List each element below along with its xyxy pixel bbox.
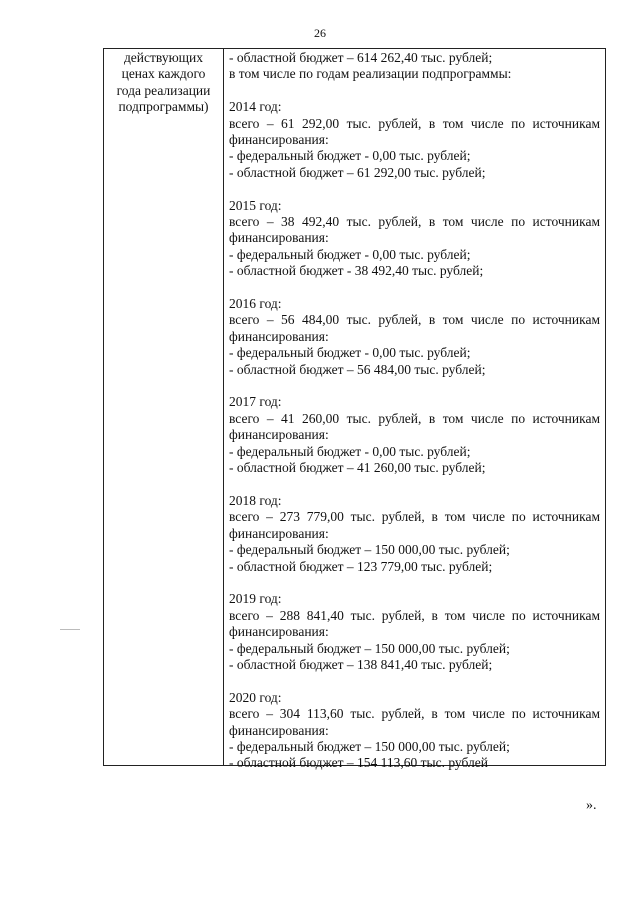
- year-federal: - федеральный бюджет – 150 000,00 тыс. рублей;: [229, 738, 510, 754]
- year-financing-label: финансирования:: [229, 722, 329, 738]
- year-heading: 2014 год:: [229, 99, 282, 115]
- year-regional: - областной бюджет – 138 841,40 тыс. рублей;: [229, 656, 493, 672]
- year-regional: - областной бюджет – 123 779,00 тыс. рублей;: [229, 558, 493, 574]
- label-line: подпрограммы): [118, 99, 209, 115]
- year-federal: - федеральный бюджет - 0,00 тыс. рублей;: [229, 345, 471, 361]
- year-financing-label: финансирования:: [229, 624, 329, 640]
- label-line: действующих: [123, 50, 204, 65]
- year-federal: - федеральный бюджет - 0,00 тыс. рублей;: [229, 148, 471, 164]
- year-heading: 2017 год:: [229, 394, 282, 410]
- year-financing-label: финансирования:: [229, 328, 329, 344]
- year-heading: 2018 год:: [229, 492, 282, 508]
- label-cell: [104, 49, 224, 765]
- year-total: всего – 273 779,00 тыс. рублей, в том числе по источникам: [229, 509, 600, 525]
- funding-table: [103, 48, 606, 771]
- year-heading: 2019 год:: [229, 591, 282, 607]
- scan-mark: [60, 629, 80, 630]
- year-regional: - областной бюджет – 41 260,00 тыс. рублей;: [229, 460, 486, 476]
- year-total: всего – 56 484,00 тыс. рублей, в том числе по источникам: [229, 312, 600, 328]
- year-regional: - областной бюджет – 61 292,00 тыс. рублей;: [229, 164, 486, 180]
- closing-quote: ».: [586, 798, 597, 813]
- regional-total: - областной бюджет – 614 262,40 тыс. рублей;: [229, 50, 493, 65]
- year-heading: 2015 год:: [229, 197, 282, 213]
- year-total: всего – 38 492,40 тыс. рублей, в том числе по источникам: [229, 214, 600, 230]
- year-regional: - областной бюджет – 154 113,60 тыс. рублей: [229, 755, 488, 771]
- year-total: всего – 304 113,60 тыс. рублей, в том числе по источникам: [229, 706, 600, 722]
- year-regional: - областной бюджет - 38 492,40 тыс. рублей;: [229, 263, 484, 279]
- label-line: года реализации: [116, 82, 211, 98]
- year-federal: - федеральный бюджет - 0,00 тыс. рублей;: [229, 246, 471, 262]
- year-financing-label: финансирования:: [229, 525, 329, 541]
- year-federal: - федеральный бюджет - 0,00 тыс. рублей;: [229, 443, 471, 459]
- year-financing-label: финансирования:: [229, 230, 329, 246]
- year-total: всего – 288 841,40 тыс. рублей, в том числе по источникам: [229, 607, 600, 623]
- year-total: всего – 41 260,00 тыс. рублей, в том числе по источникам: [229, 410, 600, 426]
- by-years-heading: в том числе по годам реализации подпрограммы:: [229, 66, 512, 82]
- year-heading: 2016 год:: [229, 296, 282, 312]
- label-line: ценах каждого: [121, 66, 206, 82]
- year-financing-label: финансирования:: [229, 427, 329, 443]
- year-total: всего – 61 292,00 тыс. рублей, в том числе по источникам: [229, 115, 600, 131]
- year-federal: - федеральный бюджет – 150 000,00 тыс. рублей;: [229, 542, 510, 558]
- page-number: 26: [314, 26, 326, 40]
- year-heading: 2020 год:: [229, 689, 282, 705]
- year-regional: - областной бюджет – 56 484,00 тыс. рублей;: [229, 361, 486, 377]
- content-cell: [224, 49, 605, 771]
- year-federal: - федеральный бюджет – 150 000,00 тыс. рублей;: [229, 640, 510, 656]
- year-financing-label: финансирования:: [229, 132, 329, 148]
